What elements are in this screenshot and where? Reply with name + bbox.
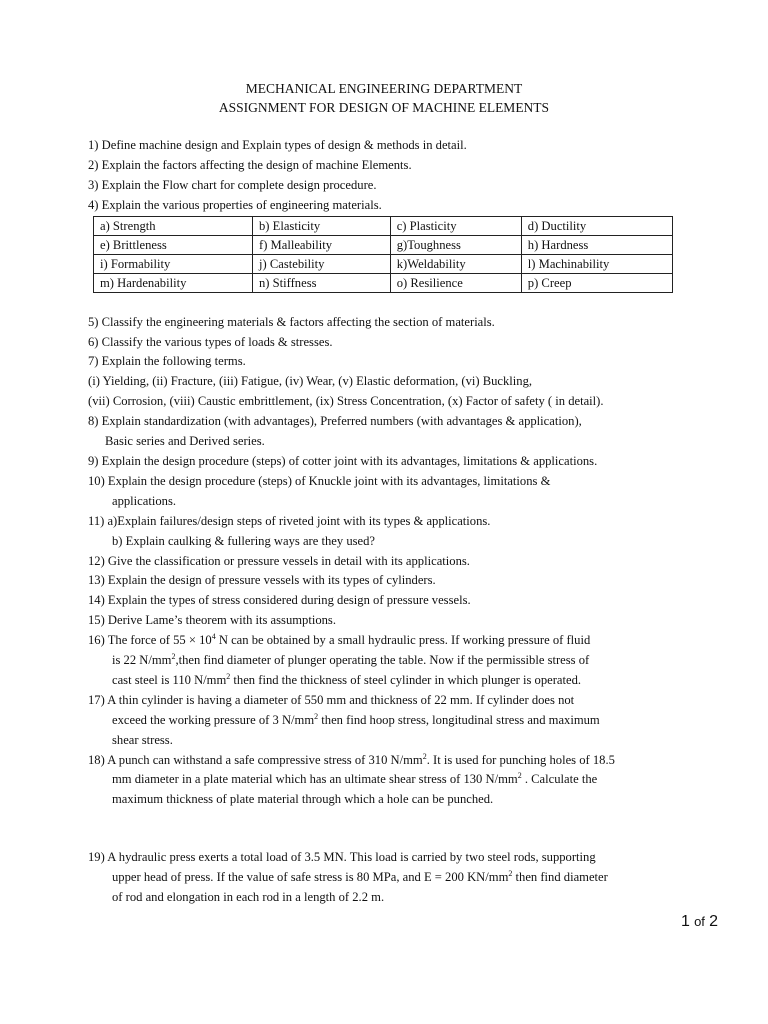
property-cell: p) Creep	[521, 273, 672, 292]
property-cell: j) Castebility	[253, 254, 391, 273]
question-1: 1) Define machine design and Explain types of design & methods in detail.	[88, 138, 467, 152]
property-cell: m) Hardenability	[94, 273, 253, 292]
question-7: 7) Explain the following terms.	[88, 354, 246, 369]
question-14: 14) Explain the types of stress considered during design of pressure vessels.	[88, 593, 471, 608]
question-list	[88, 136, 728, 908]
total-pages: 2	[709, 913, 718, 930]
property-cell: h) Hardness	[521, 235, 672, 254]
question-17-cont-1: exceed the working pressure of 3 $N/mm^2$ then find hoop stress, longitudinal stress and maximum	[112, 711, 600, 727]
property-cell: f) Malleability	[253, 235, 391, 254]
question-7-terms-2: (vii) Corrosion, (viii) Caustic embrittlement, (ix) Stress Concentration, (x) Factor of safety ( in detail).	[88, 394, 604, 409]
properties-table	[93, 216, 673, 293]
question-10: 10) Explain the design procedure (steps) of Knuckle joint with its advantages, limitations &	[88, 473, 551, 488]
properties-row	[94, 254, 673, 273]
property-cell: o) Resilience	[390, 273, 521, 292]
property-cell: k)Weldability	[390, 254, 521, 273]
question-11: 11) a)Explain failures/design steps of riveted joint with its types & applications.	[88, 513, 491, 528]
properties-row	[94, 273, 673, 292]
question-18-cont-2: maximum thickness of plate material through which a hole can be punched.	[112, 792, 494, 807]
property-cell: a) Strength	[94, 216, 253, 235]
property-cell: c) Plasticity	[390, 216, 521, 235]
properties-row	[94, 216, 673, 235]
property-cell: l) Machinability	[521, 254, 672, 273]
question-18-cont-1: mm diameter in a plate material which has an ultimate shear stress of 130 $N/mm^2$ . Calculate the	[112, 771, 598, 787]
department-title: MECHANICAL ENGINEERING DEPARTMENT	[245, 81, 523, 96]
question-2: 2) Explain the factors affecting the design of machine Elements.	[88, 157, 412, 172]
question-18: 18) A punch can withstand a safe compressive stress of 310 $N/mm^2$. It is used for punching holes of 18.5	[88, 751, 615, 767]
question-8: 8) Explain standardization (with advantages), Preferred numbers (with advantages & application),	[88, 414, 582, 429]
question-16: 16) The force of $55 \times 10^4$ N can be obtained by a small hydraulic press. If working pressure of fluid	[88, 631, 591, 648]
question-19-cont-2: of rod and elongation in each rod in a length of 2.2 m.	[112, 890, 385, 905]
question-16-cont-1: is 22 $N/mm^2,then$ find diameter of plunger operating the table. Now if the permissible stress of	[112, 651, 590, 668]
property-cell: e) Brittleness	[94, 235, 253, 254]
current-page: 1	[681, 913, 690, 930]
question-3: 3) Explain the Flow chart for complete design procedure.	[88, 177, 377, 192]
question-12: 12) Give the classification or pressure vessels in detail with its applications.	[88, 553, 470, 568]
question-19: 19) A hydraulic press exerts a total load of 3.5 MN. This load is carried by two steel rods, supporting	[88, 850, 596, 865]
question-6: 6) Classify the various types of loads & stresses.	[88, 334, 333, 349]
question-17: 17) A thin cylinder is having a diameter of 550 mm and thickness of 22 mm. If cylinder does not	[88, 692, 575, 707]
properties-row	[94, 235, 673, 254]
question-9: 9) Explain the design procedure (steps) of cotter joint with its advantages, limitations & applications.	[88, 453, 598, 468]
question-11b: b) Explain caulking & fullering ways are they used?	[112, 533, 375, 548]
question-7-terms-1: (i) Yielding, (ii) Fracture, (iii) Fatigue, (iv) Wear, (v) Elastic deformation, (vi) Buckling,	[88, 374, 533, 389]
question-13: 13) Explain the design of pressure vessels with its types of cylinders.	[88, 573, 436, 588]
property-cell: n) Stiffness	[253, 273, 391, 292]
property-cell: i) Formability	[94, 254, 253, 273]
property-cell: g)Toughness	[390, 235, 521, 254]
question-15: 15) Derive Lame’s theorem with its assumptions.	[88, 613, 336, 628]
question-17-cont-2: shear stress.	[112, 732, 173, 747]
question-5: 5) Classify the engineering materials & factors affecting the section of materials.	[88, 314, 495, 329]
page-indicator	[681, 913, 718, 931]
question-19-cont-1: upper head of press. If the value of safe stress is 80 MPa, and E = 200 $KN/mm^2$ then find diameter	[112, 869, 608, 885]
property-cell: b) Elasticity	[253, 216, 391, 235]
question-4: 4) Explain the various properties of engineering materials.	[88, 197, 382, 212]
assignment-title: ASSIGNMENT FOR DESIGN OF MACHINE ELEMENTS	[218, 100, 550, 115]
page-of-label: of	[694, 914, 705, 929]
question-8-cont: Basic series and Derived series.	[105, 434, 265, 449]
question-10-cont: applications.	[112, 493, 177, 508]
question-16-cont-2: cast steel is 110 $N/mm^2$ then find the thickness of steel cylinder in which plunger is operated.	[112, 671, 582, 687]
property-cell: d) Ductility	[521, 216, 672, 235]
